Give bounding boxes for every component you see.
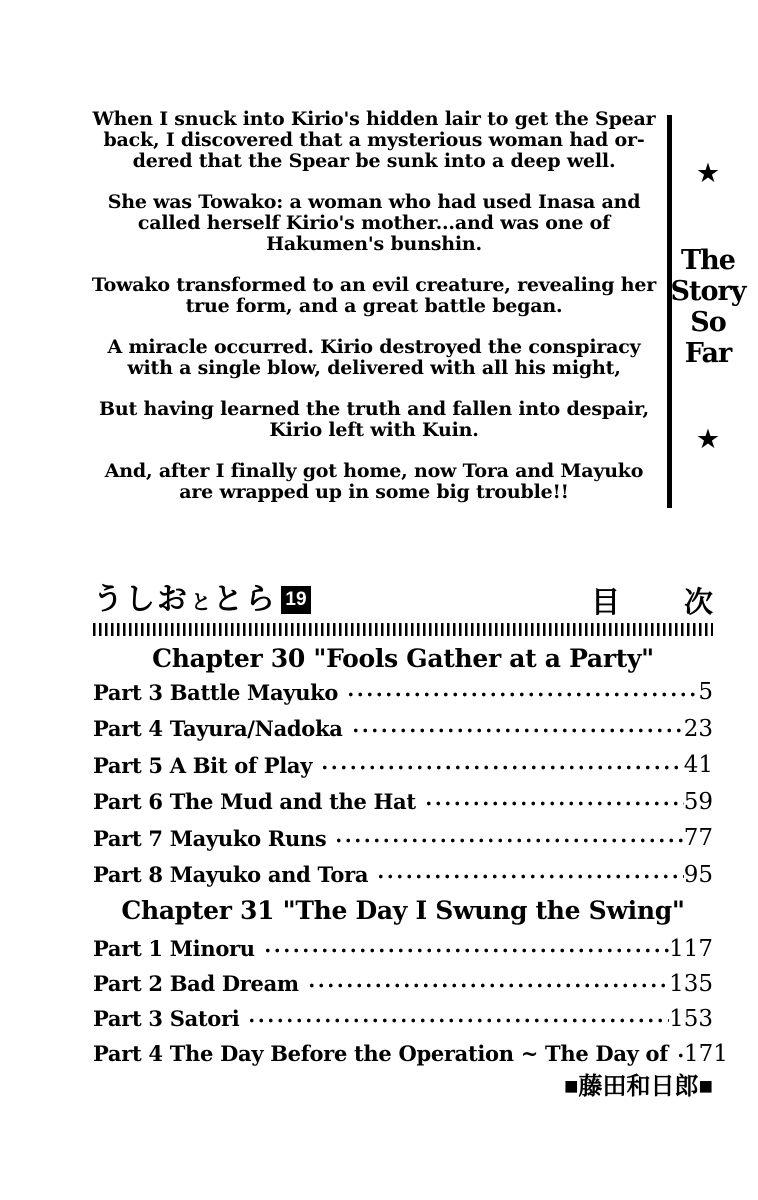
story-so-far-heading (669, 245, 747, 369)
page-number: 23 (683, 715, 713, 742)
story-line: dered that the Spear be sunk into a deep well. (132, 150, 616, 172)
story-line: A miracle occurred. Kirio destroyed the conspiracy (107, 336, 641, 358)
toc-row (93, 674, 713, 711)
series-title-suffix: とら (213, 583, 277, 616)
story-line: true form, and a great battle began. (185, 295, 563, 317)
story-line: But having learned the truth and fallen into despair, (99, 398, 649, 420)
dot-leader (424, 784, 684, 821)
story-paragraph (85, 275, 663, 317)
story-so-far-text (85, 109, 663, 523)
story-line: are wrapped up in some big trouble!! (179, 481, 569, 503)
toc-row (93, 857, 713, 894)
chapter-heading: Chapter 31 "The Day I Swung the Swing" (121, 896, 685, 925)
dot-leader (247, 1001, 669, 1036)
story-paragraph (85, 399, 663, 441)
volume-number-badge: 19 (281, 586, 311, 614)
star-icon: ★ (695, 158, 721, 189)
story-so-far-heading-line: So (690, 307, 726, 338)
toc-row (93, 784, 713, 821)
contents-label-char: 目 (591, 587, 621, 619)
author-credit: ■藤田和日郎■ (564, 1073, 713, 1100)
toc-row (93, 747, 713, 784)
part-label: Part 2 Bad Dream (93, 971, 299, 996)
page-number: 135 (669, 970, 713, 997)
part-label: Part 6 The Mud and the Hat (93, 789, 416, 815)
part-label: Part 5 A Bit of Play (93, 752, 313, 778)
part-label: Part 4 The Day Before the Operation ~ The Day of (93, 1041, 668, 1066)
striped-divider (93, 623, 713, 636)
part-label: Part 3 Battle Mayuko (93, 679, 339, 705)
toc-entries (93, 643, 728, 1071)
dot-leader (307, 966, 669, 1001)
toc-header (93, 585, 713, 619)
page-number: 95 (683, 861, 713, 888)
chapter-block (93, 894, 728, 1071)
page-number: 5 (698, 679, 713, 706)
table-of-contents (93, 583, 728, 1101)
dot-leader (376, 857, 684, 894)
story-paragraph (85, 337, 663, 379)
part-label: Part 4 Tayura/Nadoka (93, 716, 343, 742)
star-icon: ★ (695, 424, 721, 455)
story-line: Hakumen's bunshin. (266, 233, 482, 255)
toc-row (93, 1001, 713, 1036)
dot-leader (351, 711, 684, 748)
toc-row (93, 820, 713, 857)
part-label: Part 8 Mayuko and Tora (93, 862, 369, 888)
page-number: 59 (683, 788, 713, 815)
dot-leader (334, 820, 683, 857)
story-line: Kirio left with Kuin. (269, 419, 479, 441)
story-so-far-heading-line: Far (684, 338, 732, 369)
story-line: with a single blow, delivered with all his might, (127, 357, 621, 379)
contents-label (591, 587, 713, 619)
story-line: Towako transformed to an evil creature, revealing her (91, 274, 657, 296)
toc-row (93, 711, 713, 748)
series-title-prefix: うしお (93, 583, 189, 616)
dot-leader (263, 931, 669, 966)
page-number: 171 (683, 1040, 728, 1067)
page-number: 153 (669, 1005, 713, 1032)
story-paragraph (85, 192, 663, 255)
dot-leader (346, 674, 698, 711)
story-line: She was Towako: a woman who had used Inasa and (107, 191, 641, 213)
contents-label-char: 次 (683, 587, 713, 619)
story-line: When I snuck into Kirio's hidden lair to get the Spear (92, 108, 656, 130)
part-label: Part 1 Minoru (93, 936, 255, 961)
story-line: back, I discovered that a mysterious woman had or- (103, 129, 645, 151)
page-number: 77 (683, 825, 713, 852)
toc-row (93, 1036, 728, 1071)
story-paragraph (85, 461, 663, 503)
series-title (93, 581, 311, 619)
chapter-block (93, 643, 713, 893)
dot-leader (320, 747, 684, 784)
series-title-particle: と (191, 592, 211, 614)
page-number: 117 (669, 935, 713, 962)
toc-row (93, 966, 713, 1001)
part-label: Part 3 Satori (93, 1006, 240, 1031)
story-paragraph (85, 109, 663, 172)
part-label: Part 7 Mayuko Runs (93, 825, 327, 851)
story-so-far-heading-line: Story (670, 276, 746, 307)
page-number: 41 (683, 752, 713, 779)
story-line: And, after I finally got home, now Tora and Mayuko (104, 460, 644, 482)
story-line: called herself Kirio's mother...and was one of (137, 212, 611, 234)
chapter-heading: Chapter 30 "Fools Gather at a Party" (152, 644, 654, 673)
story-so-far-heading-line: The (681, 245, 735, 276)
toc-row (93, 931, 713, 966)
dot-leader (676, 1036, 684, 1071)
